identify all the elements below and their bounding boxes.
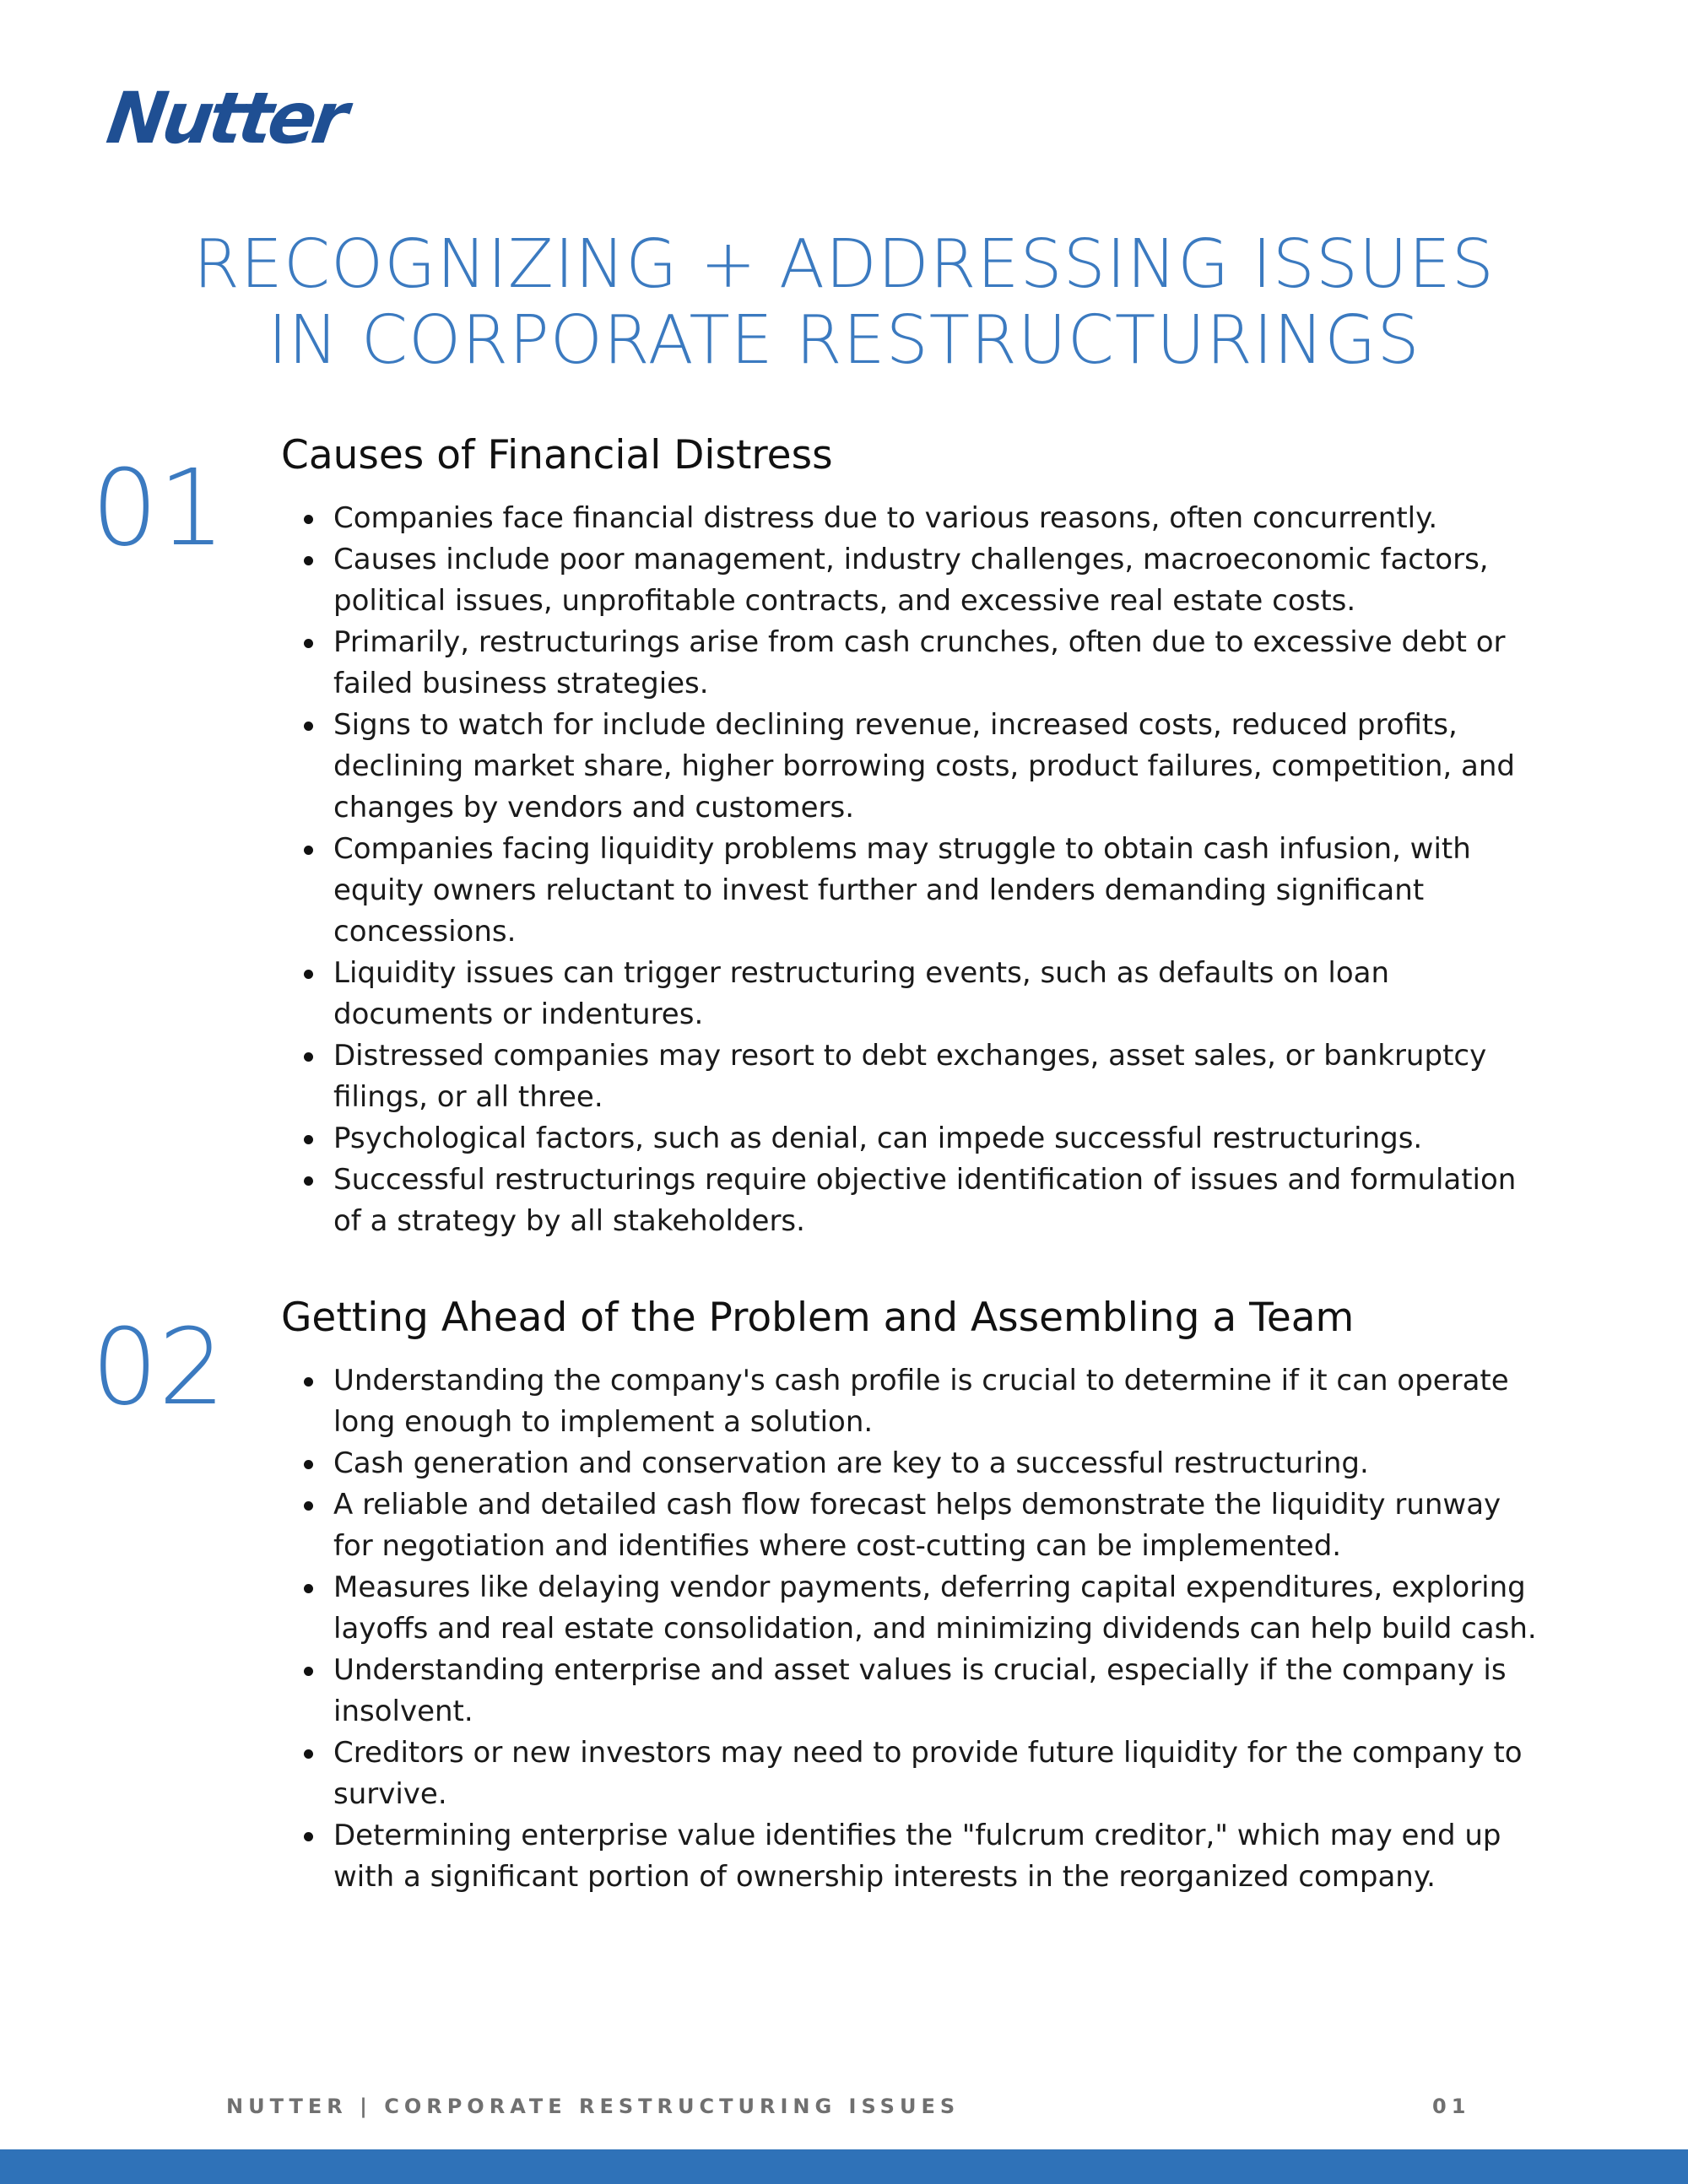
list-item: Creditors or new investors may need to provide future liquidity for the company to survive. xyxy=(333,1733,1547,1815)
title-line-1: RECOGNIZING + ADDRESSING ISSUES xyxy=(193,225,1495,303)
list-item: Measures like delaying vendor payments, deferring capital expenditures, exploring layoffs and real estate consolidation, and minimizing dividends can help build cash. xyxy=(333,1567,1547,1650)
list-item: Companies facing liquidity problems may struggle to obtain cash infusion, with equity owners reluctant to invest further and lenders demanding significant concessions. xyxy=(333,829,1547,953)
list-item: Cash generation and conservation are key to a successful restructuring. xyxy=(333,1443,1547,1484)
list-item: Psychological factors, such as denial, can impede successful restructurings. xyxy=(333,1118,1547,1160)
list-item: Determining enterprise value identifies the "fulcrum creditor," which may end up with a significant portion of ownership interests in the reorganized company. xyxy=(333,1815,1547,1898)
list-item: Causes include poor management, industry challenges, macroeconomic factors, political issues, unprofitable contracts, and excessive real estate costs. xyxy=(333,539,1547,622)
section-heading: Causes of Financial Distress xyxy=(281,432,833,478)
section-heading: Getting Ahead of the Problem and Assembling a Team xyxy=(281,1295,1355,1341)
list-item: Understanding the company's cash profile is crucial to determine if it can operate long enough to implement a solution. xyxy=(333,1360,1547,1443)
page-title xyxy=(0,226,1688,378)
list-item: A reliable and detailed cash flow forecast helps demonstrate the liquidity runway for negotiation and identifies where cost-cutting can be implemented. xyxy=(333,1484,1547,1567)
footer-bar xyxy=(0,2149,1688,2184)
bullet-list xyxy=(281,498,1547,1242)
page-number: 01 xyxy=(1432,2095,1471,2118)
list-item: Liquidity issues can trigger restructuring events, such as defaults on loan documents or indentures. xyxy=(333,953,1547,1035)
list-item: Understanding enterprise and asset values is crucial, especially if the company is insolvent. xyxy=(333,1650,1547,1733)
list-item: Distressed companies may resort to debt exchanges, asset sales, or bankruptcy filings, or all three. xyxy=(333,1035,1547,1118)
section-number: 01 xyxy=(91,447,226,570)
section-number: 02 xyxy=(91,1306,226,1429)
list-item: Successful restructurings require objective identification of issues and formulation of a strategy by all stakeholders. xyxy=(333,1160,1547,1242)
list-item: Companies face financial distress due to various reasons, often concurrently. xyxy=(333,498,1547,539)
nutter-logo: Nutter xyxy=(102,77,349,159)
list-item: Primarily, restructurings arise from cash crunches, often due to excessive debt or failed business strategies. xyxy=(333,622,1547,705)
bullet-list xyxy=(281,1360,1547,1898)
title-line-2: IN CORPORATE RESTRUCTURINGS xyxy=(268,301,1420,379)
footer-text: NUTTER | CORPORATE RESTRUCTURING ISSUES xyxy=(226,2095,960,2118)
list-item: Signs to watch for include declining revenue, increased costs, reduced profits, declining market share, higher borrowing costs, product failures, competition, and changes by vendors and customers. xyxy=(333,705,1547,829)
